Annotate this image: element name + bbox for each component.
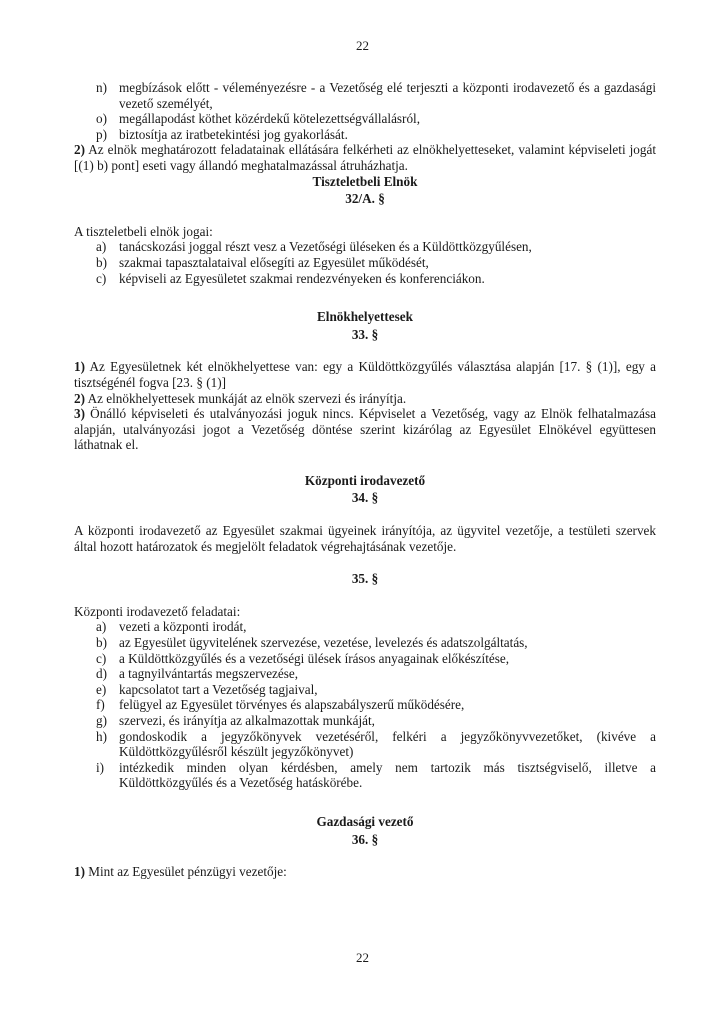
list-item-text: felügyel az Egyesület törvényes és alapszabályszerű működésére, [119, 697, 465, 713]
elnokhelyettesek-paragraph-2 [74, 391, 656, 407]
list-item-text: a tagnyilvántartás megszervezése, [119, 666, 299, 682]
s35-list [74, 619, 656, 791]
list-item [74, 682, 656, 698]
list-item-text: szakmai tapasztalataival elősegíti az Egyesület működését, [119, 254, 429, 270]
list-item-label: b) [96, 635, 107, 651]
list-n-p [74, 80, 656, 142]
list-item-label: b) [96, 254, 107, 270]
list-item [74, 239, 656, 255]
tiszteletbeli-list [74, 239, 656, 286]
list-item-text: megállapodást köthet közérdekű kötelezettségvállalásról, [119, 111, 421, 127]
list-item-text: tanácskozási joggal részt vesz a Vezetőségi üléseken és a Küldöttközgyűlésen, [119, 239, 532, 255]
list-item-label: f) [96, 697, 105, 713]
gazdasagi-paragraph-1 [74, 864, 656, 880]
page-number-top: 22 [356, 38, 369, 53]
kozponti-paragraph: A központi irodavezető az Egyesület szakmai ügyeinek irányítója, az ügyvitel vezetője, a testületi szervek által hozott határozatok és megjelölt feladatok végrehajtásának vezetője. [74, 523, 656, 554]
heading-kozponti-irodavezeto: Központi irodavezető [304, 472, 426, 488]
section-34: 34. § [351, 490, 379, 506]
paragraph-text: Az elnökhelyettesek munkáját az elnök szervezi és irányítja. [85, 390, 407, 406]
list-item-text: biztosítja az iratbetekintési jog gyakorlását. [119, 126, 348, 142]
list-item [74, 760, 656, 791]
list-item [74, 111, 656, 127]
list-item [74, 255, 656, 271]
list-item-label: h) [96, 728, 107, 744]
list-item-label: a) [96, 619, 107, 635]
list-item-text: az Egyesület ügyvitelének szervezése, vezetése, levelezés és adatszolgáltatás, [119, 635, 528, 651]
list-item-text: vezeti a központi irodát, [119, 619, 247, 635]
list-item-label: n) [96, 80, 107, 95]
list-item-label: e) [96, 681, 107, 697]
list-item-text: képviseli az Egyesületet szakmai rendezvényeken és konferenciákon. [119, 270, 485, 286]
heading-gazdasagi-vezeto: Gazdasági vezető [316, 813, 414, 829]
page-number-bottom: 22 [356, 950, 369, 965]
list-item [74, 666, 656, 682]
paragraph-number: 1) [74, 864, 85, 880]
list-item [74, 80, 656, 111]
list-item [74, 697, 656, 713]
heading-elnokhelyettesek: Elnökhelyettesek [317, 309, 413, 325]
section-36: 36. § [351, 831, 379, 847]
paragraph-text: Az Egyesületnek két elnökhelyettese van: egy a Küldöttközgyűlés választása alapján [17. § (1)], egy a tisztségénél fogva [23. § (1)] [74, 359, 656, 390]
list-item-label: p) [96, 126, 107, 142]
s35-intro: Központi irodavezető feladatai: [74, 603, 241, 619]
paragraph-number: 2) [74, 390, 85, 406]
list-item [74, 713, 656, 729]
list-item-text: kapcsolatot tart a Vezetőség tagjaival, [119, 681, 318, 697]
paragraph-number: 2) [74, 142, 85, 158]
list-item [74, 619, 656, 635]
paragraph-text: Mint az Egyesület pénzügyi vezetője: [85, 864, 287, 880]
document-body [74, 80, 656, 880]
list-item [74, 271, 656, 287]
list-item-label: o) [96, 111, 107, 127]
list-item-text: a Küldöttközgyűlés és a vezetőségi ülések írásos anyagainak előkészítése, [119, 650, 509, 666]
paragraph-number: 1) [74, 359, 85, 375]
list-item-label: c) [96, 650, 107, 666]
list-item-label: g) [96, 713, 107, 728]
list-item-text: gondoskodik a jegyzőkönyvek vezetéséről, felkéri a jegyzőkönyvvezetőket, (kivéve a Küldöttközgyűlésről készült jegyzőkönyvet) [119, 728, 656, 760]
paragraph-number: 3) [74, 406, 85, 422]
elnokhelyettesek-paragraph-1 [74, 359, 656, 390]
list-item [74, 127, 656, 143]
paragraph-text: Önálló képviseleti és utalványozási joguk nincs. Képviselet a Vezetőség, vagy az Elnök felhatalmazása alapján, utalványozási jogot a Vezetőség döntése szerint kizárólag az Egyesület Elnökével együttesen láthatnak el. [74, 406, 656, 453]
list-item-label: d) [96, 666, 107, 682]
list-item [74, 729, 656, 760]
section-35: 35. § [351, 571, 379, 587]
section-33: 33. § [351, 326, 379, 342]
paragraph-2 [74, 142, 656, 173]
list-item-text: szervezi, és irányítja az alkalmazottak munkáját, [119, 713, 375, 728]
section-32a: 32/A. § [345, 191, 385, 207]
tiszteletbeli-intro: A tiszteletbeli elnök jogai: [74, 223, 213, 239]
list-item-label: c) [96, 270, 107, 286]
heading-tiszteletbeli-elnok: Tiszteletbeli Elnök [312, 173, 418, 189]
list-item-text: intézkedik minden olyan kérdésben, amely nem tartozik más tisztségviselő, illetve a Küldöttközgyűlés és a Vezetőség hatáskörébe. [119, 759, 656, 791]
list-item-text: megbízások előtt - véleményezésre - a Vezetőség elé terjeszti a központi irodavezető és a gazdasági vezető személyét, [119, 80, 656, 111]
paragraph-text: Az elnök meghatározott feladatainak ellátására felkérheti az elnökhelyetteseket, valamint képviseleti jogát [(1) b) pont] eseti vagy állandó meghatalmazással átruházhatja. [74, 142, 656, 173]
list-item [74, 635, 656, 651]
elnokhelyettesek-paragraph-3 [74, 406, 656, 453]
list-item [74, 651, 656, 667]
list-item-label: i) [96, 759, 105, 775]
list-item-label: a) [96, 239, 107, 255]
